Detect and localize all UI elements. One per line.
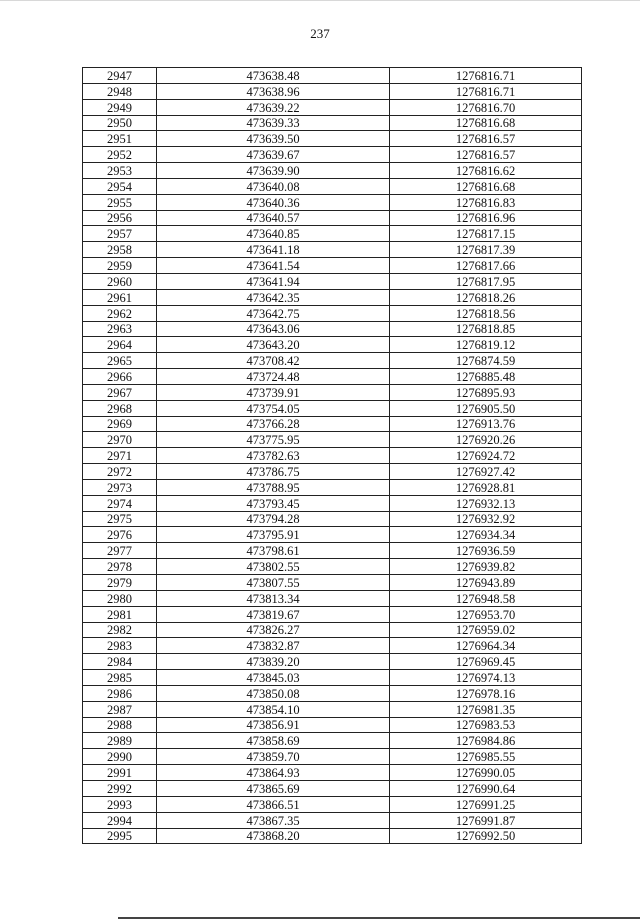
x-coordinate-cell: 473766.28 [157, 416, 390, 432]
point-number-cell: 2981 [83, 606, 157, 622]
y-coordinate-cell: 1276948.58 [390, 590, 582, 606]
point-number-cell: 2990 [83, 749, 157, 765]
y-coordinate-cell: 1276895.93 [390, 384, 582, 400]
point-number-cell: 2952 [83, 147, 157, 163]
y-coordinate-cell: 1276817.95 [390, 273, 582, 289]
point-number-cell: 2989 [83, 733, 157, 749]
point-number-cell: 2977 [83, 543, 157, 559]
x-coordinate-cell: 473639.22 [157, 99, 390, 115]
y-coordinate-cell: 1276816.96 [390, 210, 582, 226]
point-number-cell: 2959 [83, 258, 157, 274]
point-number-cell: 2983 [83, 638, 157, 654]
table-row [83, 828, 582, 844]
table-row [83, 780, 582, 796]
x-coordinate-cell: 473868.20 [157, 828, 390, 844]
y-coordinate-cell: 1276816.71 [390, 68, 582, 84]
x-coordinate-cell: 473639.90 [157, 163, 390, 179]
point-number-cell: 2954 [83, 178, 157, 194]
point-number-cell: 2976 [83, 527, 157, 543]
y-coordinate-cell: 1276816.68 [390, 178, 582, 194]
x-coordinate-cell: 473775.95 [157, 432, 390, 448]
y-coordinate-cell: 1276981.35 [390, 701, 582, 717]
table-row [83, 812, 582, 828]
table-row [83, 575, 582, 591]
y-coordinate-cell: 1276927.42 [390, 464, 582, 480]
table-row [83, 68, 582, 84]
y-coordinate-cell: 1276964.34 [390, 638, 582, 654]
point-number-cell: 2980 [83, 590, 157, 606]
x-coordinate-cell: 473782.63 [157, 448, 390, 464]
y-coordinate-cell: 1276874.59 [390, 353, 582, 369]
y-coordinate-cell: 1276959.02 [390, 622, 582, 638]
x-coordinate-cell: 473642.75 [157, 305, 390, 321]
table-row [83, 559, 582, 575]
point-number-cell: 2969 [83, 416, 157, 432]
x-coordinate-cell: 473724.48 [157, 369, 390, 385]
point-number-cell: 2988 [83, 717, 157, 733]
table-row [83, 194, 582, 210]
x-coordinate-cell: 473638.96 [157, 83, 390, 99]
y-coordinate-cell: 1276991.87 [390, 812, 582, 828]
point-number-cell: 2961 [83, 289, 157, 305]
x-coordinate-cell: 473641.18 [157, 242, 390, 258]
y-coordinate-cell: 1276818.26 [390, 289, 582, 305]
point-number-cell: 2951 [83, 131, 157, 147]
x-coordinate-cell: 473819.67 [157, 606, 390, 622]
point-number-cell: 2955 [83, 194, 157, 210]
y-coordinate-cell: 1276816.70 [390, 99, 582, 115]
point-number-cell: 2971 [83, 448, 157, 464]
table-row [83, 749, 582, 765]
y-coordinate-cell: 1276816.83 [390, 194, 582, 210]
y-coordinate-cell: 1276819.12 [390, 337, 582, 353]
y-coordinate-cell: 1276817.66 [390, 258, 582, 274]
x-coordinate-cell: 473641.54 [157, 258, 390, 274]
y-coordinate-cell: 1276934.34 [390, 527, 582, 543]
x-coordinate-cell: 473640.08 [157, 178, 390, 194]
point-number-cell: 2963 [83, 321, 157, 337]
x-coordinate-cell: 473832.87 [157, 638, 390, 654]
x-coordinate-cell: 473854.10 [157, 701, 390, 717]
point-number-cell: 2970 [83, 432, 157, 448]
table-row [83, 590, 582, 606]
x-coordinate-cell: 473856.91 [157, 717, 390, 733]
point-number-cell: 2960 [83, 273, 157, 289]
table-row [83, 527, 582, 543]
table-row [83, 733, 582, 749]
coordinates-table-body [83, 68, 582, 844]
x-coordinate-cell: 473867.35 [157, 812, 390, 828]
table-row [83, 353, 582, 369]
y-coordinate-cell: 1276969.45 [390, 654, 582, 670]
y-coordinate-cell: 1276990.64 [390, 780, 582, 796]
y-coordinate-cell: 1276913.76 [390, 416, 582, 432]
table-row [83, 638, 582, 654]
x-coordinate-cell: 473826.27 [157, 622, 390, 638]
table-row [83, 432, 582, 448]
y-coordinate-cell: 1276984.86 [390, 733, 582, 749]
y-coordinate-cell: 1276818.85 [390, 321, 582, 337]
x-coordinate-cell: 473641.94 [157, 273, 390, 289]
table-row [83, 765, 582, 781]
page-top-edge [0, 0, 640, 1]
table-row [83, 685, 582, 701]
y-coordinate-cell: 1276974.13 [390, 670, 582, 686]
x-coordinate-cell: 473638.48 [157, 68, 390, 84]
x-coordinate-cell: 473754.05 [157, 400, 390, 416]
point-number-cell: 2978 [83, 559, 157, 575]
table-row [83, 289, 582, 305]
point-number-cell: 2993 [83, 796, 157, 812]
y-coordinate-cell: 1276924.72 [390, 448, 582, 464]
page-number: 237 [310, 26, 330, 41]
x-coordinate-cell: 473798.61 [157, 543, 390, 559]
x-coordinate-cell: 473640.36 [157, 194, 390, 210]
x-coordinate-cell: 473794.28 [157, 511, 390, 527]
y-coordinate-cell: 1276943.89 [390, 575, 582, 591]
point-number-cell: 2968 [83, 400, 157, 416]
x-coordinate-cell: 473642.35 [157, 289, 390, 305]
x-coordinate-cell: 473864.93 [157, 765, 390, 781]
table-row [83, 163, 582, 179]
table-row [83, 99, 582, 115]
x-coordinate-cell: 473839.20 [157, 654, 390, 670]
point-number-cell: 2965 [83, 353, 157, 369]
table-row [83, 273, 582, 289]
x-coordinate-cell: 473865.69 [157, 780, 390, 796]
x-coordinate-cell: 473866.51 [157, 796, 390, 812]
point-number-cell: 2957 [83, 226, 157, 242]
table-row [83, 448, 582, 464]
coordinates-table [82, 67, 582, 844]
x-coordinate-cell: 473802.55 [157, 559, 390, 575]
y-coordinate-cell: 1276816.71 [390, 83, 582, 99]
y-coordinate-cell: 1276905.50 [390, 400, 582, 416]
y-coordinate-cell: 1276932.13 [390, 495, 582, 511]
point-number-cell: 2986 [83, 685, 157, 701]
y-coordinate-cell: 1276816.57 [390, 131, 582, 147]
x-coordinate-cell: 473807.55 [157, 575, 390, 591]
x-coordinate-cell: 473850.08 [157, 685, 390, 701]
x-coordinate-cell: 473639.67 [157, 147, 390, 163]
y-coordinate-cell: 1276816.57 [390, 147, 582, 163]
point-number-cell: 2979 [83, 575, 157, 591]
table-row [83, 226, 582, 242]
x-coordinate-cell: 473643.20 [157, 337, 390, 353]
y-coordinate-cell: 1276936.59 [390, 543, 582, 559]
y-coordinate-cell: 1276816.68 [390, 115, 582, 131]
x-coordinate-cell: 473639.33 [157, 115, 390, 131]
table-row [83, 321, 582, 337]
table-row [83, 479, 582, 495]
x-coordinate-cell: 473786.75 [157, 464, 390, 480]
x-coordinate-cell: 473795.91 [157, 527, 390, 543]
point-number-cell: 2962 [83, 305, 157, 321]
table-row [83, 654, 582, 670]
x-coordinate-cell: 473739.91 [157, 384, 390, 400]
table-row [83, 796, 582, 812]
point-number-cell: 2958 [83, 242, 157, 258]
y-coordinate-cell: 1276991.25 [390, 796, 582, 812]
table-row [83, 495, 582, 511]
table-row [83, 511, 582, 527]
table-row [83, 464, 582, 480]
point-number-cell: 2967 [83, 384, 157, 400]
table-row [83, 305, 582, 321]
table-row [83, 400, 582, 416]
table-row [83, 717, 582, 733]
y-coordinate-cell: 1276939.82 [390, 559, 582, 575]
table-row [83, 384, 582, 400]
point-number-cell: 2972 [83, 464, 157, 480]
point-number-cell: 2987 [83, 701, 157, 717]
x-coordinate-cell: 473643.06 [157, 321, 390, 337]
point-number-cell: 2947 [83, 68, 157, 84]
table-row [83, 178, 582, 194]
table-row [83, 147, 582, 163]
x-coordinate-cell: 473793.45 [157, 495, 390, 511]
y-coordinate-cell: 1276817.39 [390, 242, 582, 258]
x-coordinate-cell: 473845.03 [157, 670, 390, 686]
y-coordinate-cell: 1276932.92 [390, 511, 582, 527]
table-row [83, 242, 582, 258]
table-row [83, 115, 582, 131]
point-number-cell: 2956 [83, 210, 157, 226]
x-coordinate-cell: 473788.95 [157, 479, 390, 495]
point-number-cell: 2984 [83, 654, 157, 670]
point-number-cell: 2973 [83, 479, 157, 495]
page-bottom-edge [118, 917, 640, 919]
table-row [83, 622, 582, 638]
y-coordinate-cell: 1276816.62 [390, 163, 582, 179]
table-row [83, 701, 582, 717]
point-number-cell: 2964 [83, 337, 157, 353]
point-number-cell: 2949 [83, 99, 157, 115]
y-coordinate-cell: 1276920.26 [390, 432, 582, 448]
y-coordinate-cell: 1276992.50 [390, 828, 582, 844]
y-coordinate-cell: 1276990.05 [390, 765, 582, 781]
x-coordinate-cell: 473813.34 [157, 590, 390, 606]
y-coordinate-cell: 1276818.56 [390, 305, 582, 321]
table-row [83, 258, 582, 274]
table-row [83, 369, 582, 385]
table-row [83, 670, 582, 686]
y-coordinate-cell: 1276885.48 [390, 369, 582, 385]
x-coordinate-cell: 473858.69 [157, 733, 390, 749]
table-row [83, 131, 582, 147]
x-coordinate-cell: 473708.42 [157, 353, 390, 369]
y-coordinate-cell: 1276978.16 [390, 685, 582, 701]
table-row [83, 337, 582, 353]
table-row [83, 416, 582, 432]
table-row [83, 606, 582, 622]
point-number-cell: 2953 [83, 163, 157, 179]
x-coordinate-cell: 473639.50 [157, 131, 390, 147]
y-coordinate-cell: 1276953.70 [390, 606, 582, 622]
point-number-cell: 2966 [83, 369, 157, 385]
y-coordinate-cell: 1276928.81 [390, 479, 582, 495]
point-number-cell: 2994 [83, 812, 157, 828]
point-number-cell: 2991 [83, 765, 157, 781]
point-number-cell: 2948 [83, 83, 157, 99]
y-coordinate-cell: 1276985.55 [390, 749, 582, 765]
point-number-cell: 2995 [83, 828, 157, 844]
point-number-cell: 2974 [83, 495, 157, 511]
point-number-cell: 2975 [83, 511, 157, 527]
point-number-cell: 2982 [83, 622, 157, 638]
x-coordinate-cell: 473640.57 [157, 210, 390, 226]
table-row [83, 210, 582, 226]
x-coordinate-cell: 473859.70 [157, 749, 390, 765]
y-coordinate-cell: 1276983.53 [390, 717, 582, 733]
point-number-cell: 2992 [83, 780, 157, 796]
table-row [83, 83, 582, 99]
table-row [83, 543, 582, 559]
x-coordinate-cell: 473640.85 [157, 226, 390, 242]
point-number-cell: 2950 [83, 115, 157, 131]
y-coordinate-cell: 1276817.15 [390, 226, 582, 242]
point-number-cell: 2985 [83, 670, 157, 686]
